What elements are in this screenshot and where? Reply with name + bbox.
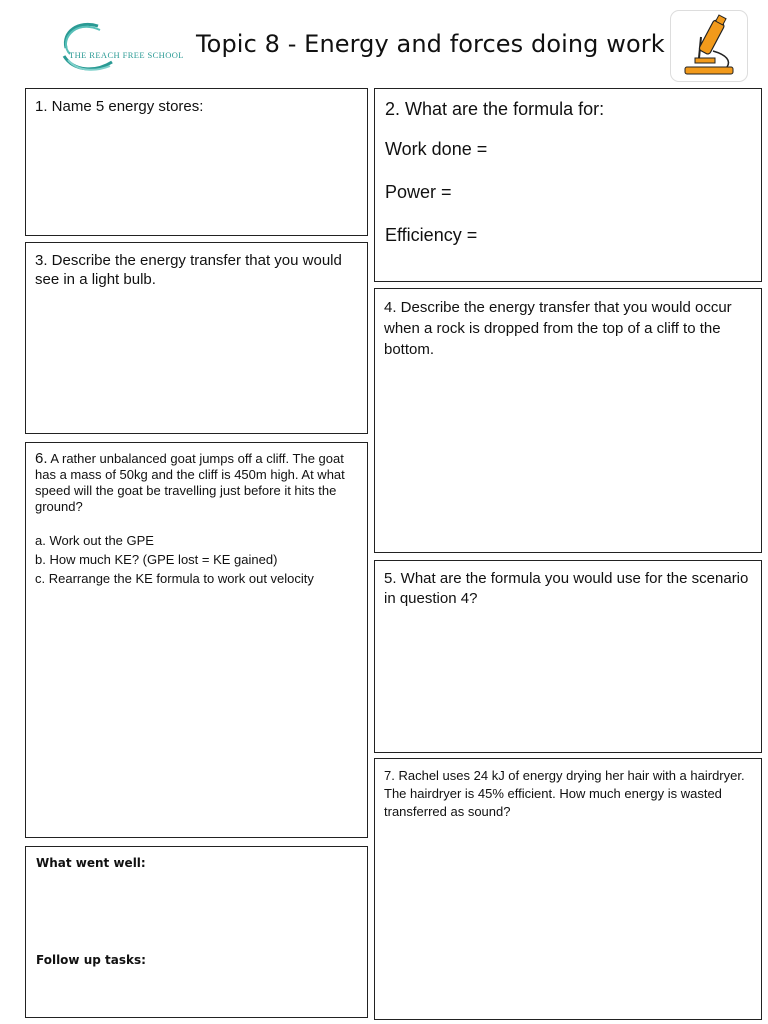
page-title: Topic 8 - Energy and forces doing work	[196, 30, 665, 58]
question-6-part-a: a. Work out the GPE	[35, 533, 154, 548]
question-1-text: 1. Name 5 energy stores:	[35, 98, 204, 115]
review-box[interactable]	[25, 846, 368, 1018]
question-7-number: 7.	[384, 768, 395, 783]
question-6-number: 6.	[35, 450, 48, 467]
question-7-box[interactable]	[374, 758, 762, 1020]
question-6-part-c: c. Rearrange the KE formula to work out velocity	[35, 571, 314, 586]
question-7-text: Rachel uses 24 kJ of energy drying her hair with a hairdryer. The hairdryer is 45% efficient. How much energy is wasted transferred as sound?	[384, 768, 745, 819]
question-5-box[interactable]	[374, 560, 762, 753]
school-logo	[56, 14, 188, 76]
question-2-title: 2. What are the formula for:	[385, 99, 605, 119]
work-done-formula-label: Work done =	[385, 139, 488, 159]
question-6-box[interactable]	[25, 442, 368, 838]
question-2-box[interactable]	[374, 88, 762, 282]
school-logo-text: THE REACH FREE SCHOOL	[69, 50, 184, 60]
question-3-text: 3. Describe the energy transfer that you would see in a light bulb.	[35, 252, 342, 288]
power-formula-label: Power =	[385, 182, 452, 202]
question-3-box[interactable]	[25, 242, 368, 434]
microscope-icon	[670, 10, 748, 82]
what-went-well-label: What went well:	[36, 856, 146, 870]
question-4-box[interactable]	[374, 288, 762, 553]
question-6-part-b: b. How much KE? (GPE lost = KE gained)	[35, 552, 278, 567]
follow-up-tasks-label: Follow up tasks:	[36, 953, 146, 967]
question-4-text: 4. Describe the energy transfer that you would occur when a rock is dropped from the top of a cliff to the bottom.	[384, 299, 732, 358]
question-7-paragraph	[384, 767, 752, 821]
question-6-paragraph	[35, 451, 358, 515]
efficiency-formula-label: Efficiency =	[385, 225, 478, 245]
question-5-text: 5. What are the formula you would use for the scenario in question 4?	[384, 570, 749, 607]
question-1-box[interactable]	[25, 88, 368, 236]
question-6-text: A rather unbalanced goat jumps off a cliff. The goat has a mass of 50kg and the cliff is 450m high. At what speed will the goat be travelling just before it hits the ground?	[35, 451, 345, 514]
school-logo-swoosh-icon	[56, 14, 188, 76]
